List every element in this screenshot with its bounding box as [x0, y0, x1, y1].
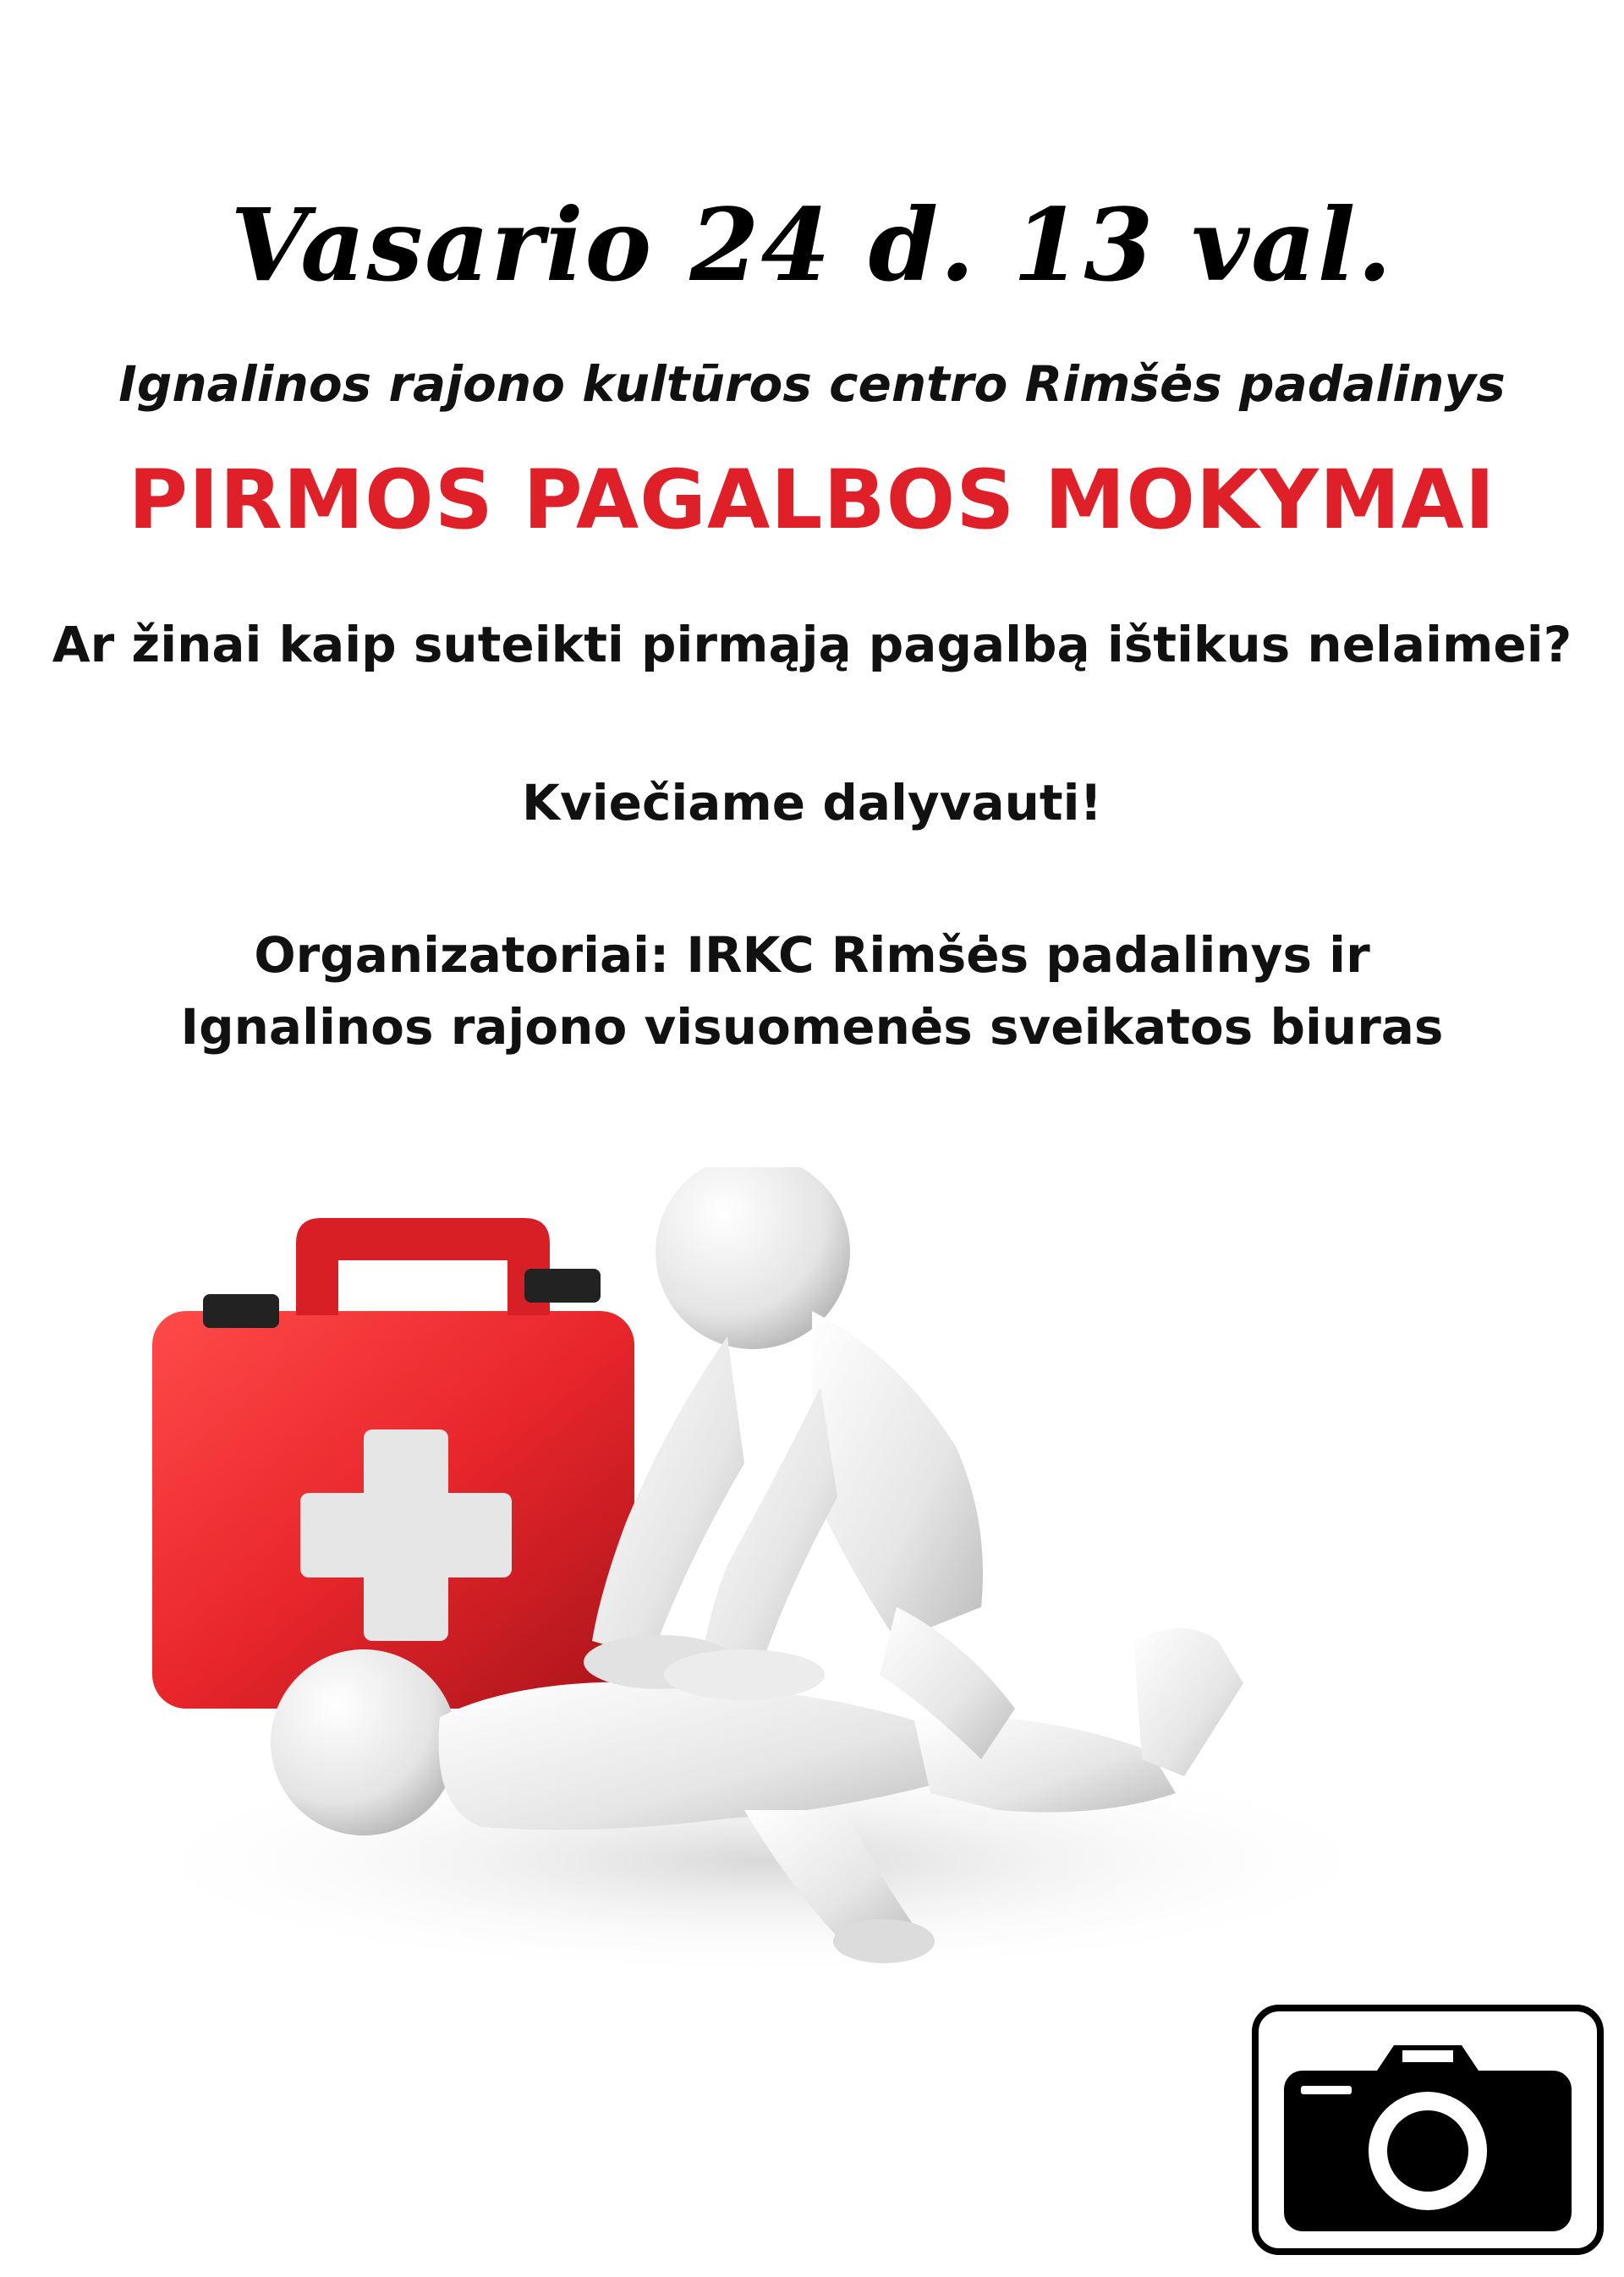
organization-name: Ignalinos rajono kultūros centro Rimšės padalinys	[118, 355, 1506, 413]
organizers-line-2: Ignalinos rajono visuomenės sveikatos biuras	[180, 998, 1444, 1056]
event-date-time: Vasario 24 d. 13 val.	[230, 186, 1394, 304]
first-aid-kit-icon	[152, 1218, 634, 1709]
cpr-illustration	[85, 1167, 1438, 2013]
rescuer-figure	[584, 1167, 1015, 1759]
headline: PIRMOS PAGALBOS MOKYMAI	[128, 453, 1496, 547]
invitation-text: Kviečiame dalyvauti!	[522, 774, 1102, 831]
camera-icon	[1250, 2003, 1605, 2257]
question-text: Ar žinai kaip suteikti pirmąją pagalbą ištikus nelaimei?	[52, 616, 1572, 673]
organizers-line-1: Organizatoriai: IRKC Rimšės padalinys ir	[254, 926, 1370, 984]
